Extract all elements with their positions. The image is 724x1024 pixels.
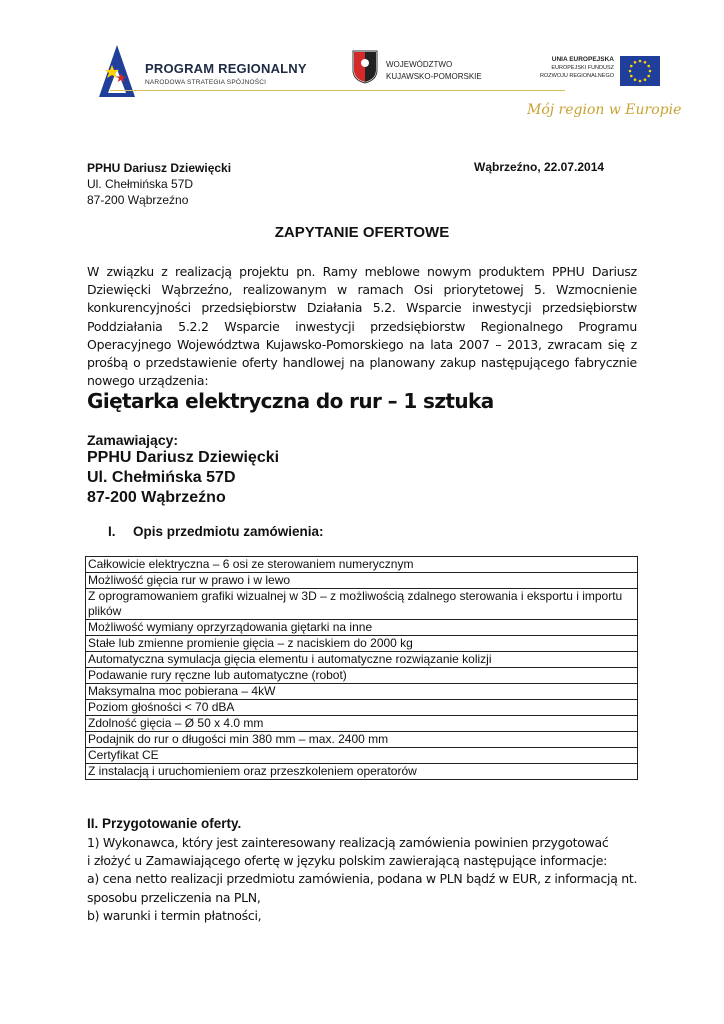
eu-line1: UNIA EUROPEJSKA	[551, 56, 614, 63]
intro-line: Poddziałania 5.2.2 Wsparcie inwestycji przedsiębiorstw Regionalnego Programu	[87, 318, 637, 334]
spec-cell: Maksymalna moc pobierana – 4kW	[86, 684, 638, 700]
program-regionalny-logo	[95, 43, 315, 103]
spec-cell: Z instalacją i uruchomieniem oraz przeszkoleniem operatorów	[86, 764, 638, 780]
table-row	[86, 652, 638, 668]
coat-of-arms-icon	[352, 50, 378, 84]
spec-cell: Z oprogramowaniem grafiki wizualnej w 3D – z możliwością zdalnego sterowania i eksportu i importu plików	[86, 589, 638, 620]
table-row	[86, 668, 638, 684]
slogan: Mój region w Europie	[527, 102, 682, 118]
spec-cell: Podajnik do rur o długości min 380 mm – max. 2400 mm	[86, 732, 638, 748]
section2-body	[87, 834, 647, 925]
table-row	[86, 573, 638, 589]
table-row	[86, 557, 638, 573]
intro-line: W związku z realizacją projektu pn. Ramy meblowe nowym produktem PPHU Dariusz	[87, 264, 637, 279]
table-row	[86, 732, 638, 748]
section1-number: I.	[108, 524, 116, 539]
product-heading: Giętarka elektryczna do rur – 1 sztuka	[87, 389, 494, 413]
spec-cell: Całkowicie elektryczna – 6 osi ze sterowaniem numerycznym	[86, 557, 638, 573]
intro-line: prośbą o przedstawienie oferty handlowej na planowany zakup następującego fabrycznie	[87, 355, 637, 371]
table-row	[86, 764, 638, 780]
table-row	[86, 684, 638, 700]
table-row	[86, 589, 638, 620]
region-line1: WOJEWÓDZTWO	[386, 60, 453, 69]
spec-cell: Zdolność gięcia – Ø 50 x 4.0 mm	[86, 716, 638, 732]
spec-cell: Certyfikat CE	[86, 748, 638, 764]
program-subtitle: NARODOWA STRATEGIA SPÓJNOŚCI	[145, 79, 267, 86]
table-row	[86, 636, 638, 652]
place-date: Wąbrzeźno, 22.07.2014	[474, 160, 605, 174]
spec-cell: Możliwość wymiany oprzyrządowania giętarki na inne	[86, 620, 638, 636]
spec-cell: Możliwość gięcia rur w prawo i w lewo	[86, 573, 638, 589]
header-divider	[110, 90, 565, 91]
sender-city: 87-200 Wąbrzeźno	[87, 193, 189, 207]
document-title: ZAPYTANIE OFERTOWE	[274, 224, 450, 241]
spec-cell: Automatyczna symulacja gięcia elementu i automatyczne rozwiązanie kolizji	[86, 652, 638, 668]
sender-name: PPHU Dariusz Dziewięcki	[87, 161, 232, 175]
spec-cell: Stałe lub zmienne promienie gięcia – z naciskiem do 2000 kg	[86, 636, 638, 652]
section2-line: b) warunki i termin płatności,	[87, 907, 262, 923]
intro-paragraph	[87, 263, 637, 390]
intro-line: Operacyjnego Województwa Kujawsko-Pomorskiego na lata 2007 – 2013, zwracam się z	[87, 336, 637, 352]
section2-line: a) cena netto realizacji przedmiotu zamówienia, podana w PLN bądź w EUR, z informacją nt.	[87, 871, 638, 887]
region-line2: KUJAWSKO-POMORSKIE	[386, 72, 482, 81]
table-row	[86, 716, 638, 732]
spec-table	[85, 556, 638, 780]
sender-street: Ul. Chełmińska 57D	[87, 177, 194, 191]
kujawsko-pomorskie-logo	[352, 50, 502, 100]
table-row	[86, 700, 638, 716]
section2-line: i złożyć u Zamawiającego ofertę w języku polskim zawierającą następujące informacje:	[87, 853, 608, 869]
section1-title: Opis przedmiotu zamówienia:	[133, 524, 324, 539]
eu-logo	[510, 52, 660, 92]
spec-cell: Poziom głośności < 70 dBA	[86, 700, 638, 716]
buyer-address	[87, 448, 279, 508]
program-title: PROGRAM REGIONALNY	[145, 61, 307, 76]
intro-line: konkurencyjności przedsiębiorstw Działania 5.2. Wsparcie inwestycji przedsiębiorstw	[87, 300, 637, 316]
header-logos	[95, 38, 682, 128]
buyer-label: Zamawiający:	[87, 432, 179, 448]
sender-address	[87, 160, 231, 208]
eu-line2: EUROPEJSKI FUNDUSZ	[551, 65, 614, 71]
section2-heading: II. Przygotowanie oferty.	[87, 816, 242, 831]
eu-flag-icon	[620, 56, 660, 86]
buyer-city: 87-200 Wąbrzeźno	[87, 489, 226, 506]
buyer-street: Ul. Chełmińska 57D	[87, 469, 236, 486]
spec-cell: Podawanie rury ręczne lub automatyczne (robot)	[86, 668, 638, 684]
section1-heading	[108, 524, 324, 539]
table-row	[86, 748, 638, 764]
section2-line: sposobu przeliczenia na PLN,	[87, 889, 261, 905]
table-row	[86, 620, 638, 636]
eu-line3: ROZWOJU REGIONALNEGO	[540, 73, 614, 79]
buyer-name: PPHU Dariusz Dziewięcki	[87, 449, 280, 466]
section2-line: 1) Wykonawca, który jest zainteresowany realizacją zamówienia powinien przygotować	[87, 835, 609, 850]
intro-line: nowego urządzenia:	[87, 373, 209, 389]
intro-line: Dziewięcki Wąbrzeźno, realizowanym w ramach Osi priorytetowej 5. Wzmocnienie	[87, 282, 637, 298]
